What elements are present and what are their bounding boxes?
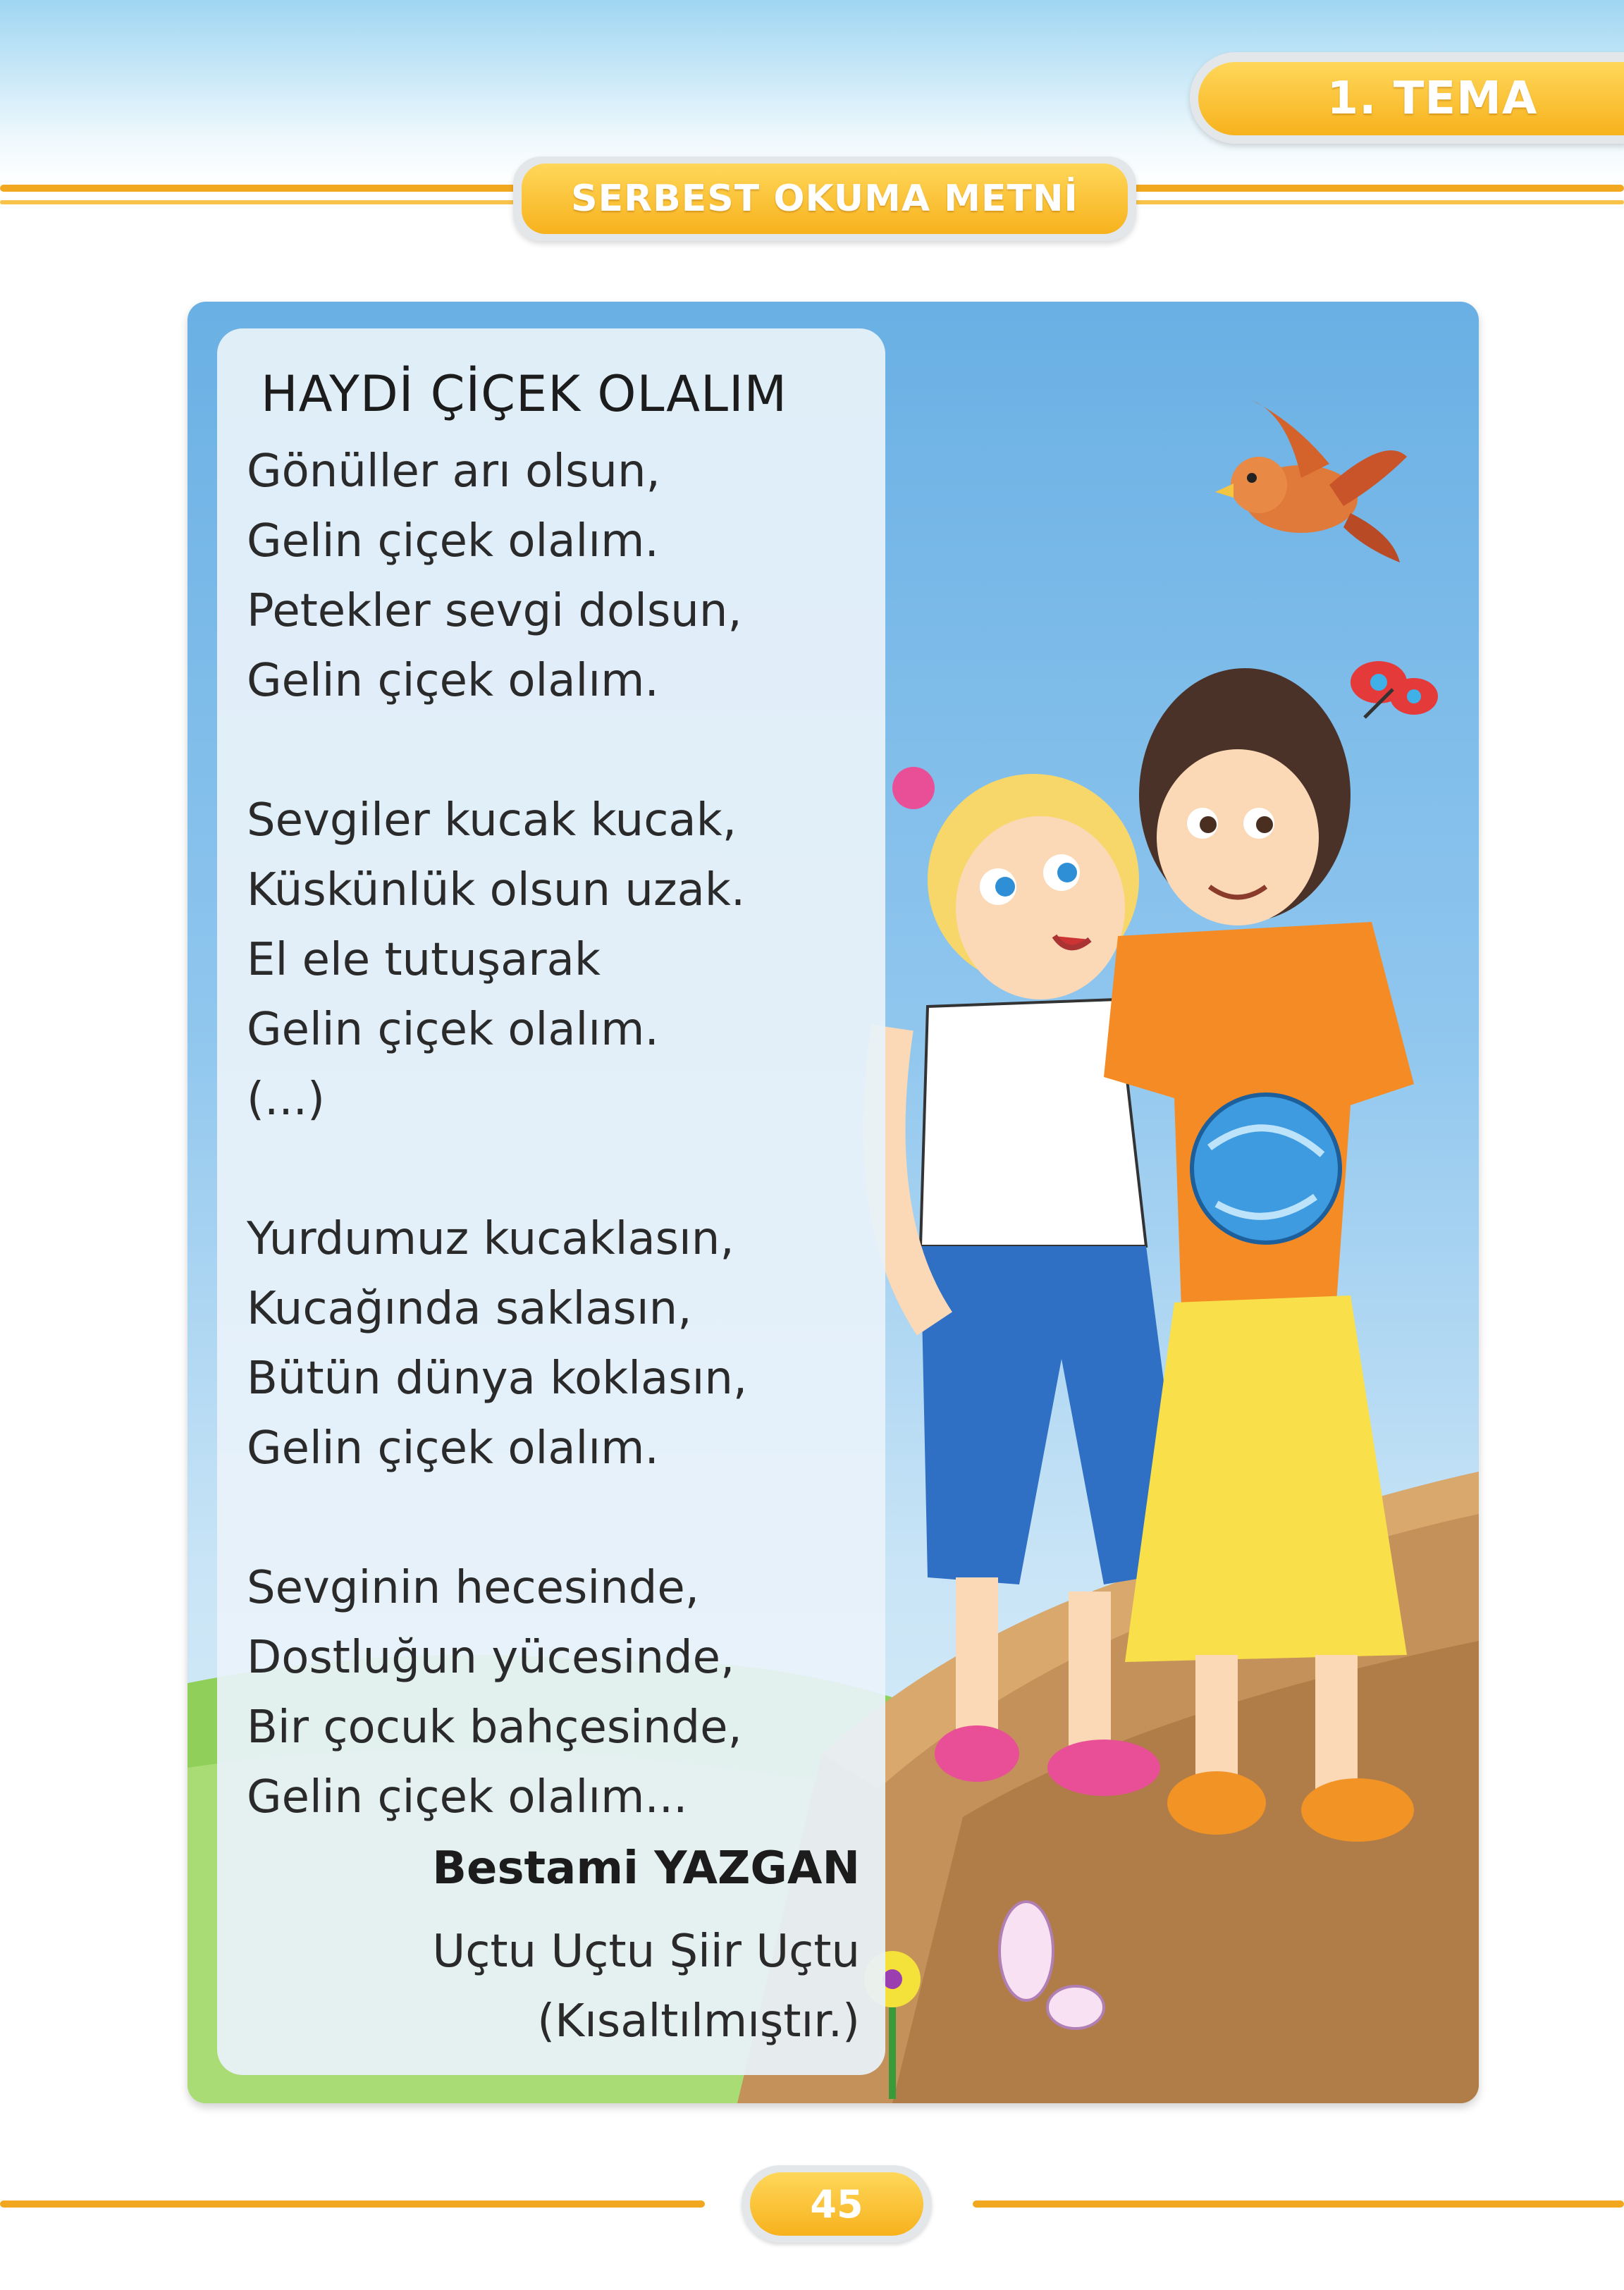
poem-title: HAYDİ ÇİÇEK OLALIM <box>261 365 788 423</box>
poem-line: Gelin çiçek olalım... <box>247 1771 688 1823</box>
poem-line: Gelin çiçek olalım. <box>247 655 659 707</box>
theme-label: 1. TEMA <box>1327 73 1538 125</box>
theme-badge <box>1198 62 1624 135</box>
page-number: 45 <box>750 2172 923 2236</box>
poem-line: Gelin çiçek olalım. <box>247 515 659 567</box>
poem-line: Gelin çiçek olalım. <box>247 1422 659 1475</box>
header-rule-right <box>1128 185 1624 192</box>
poem-line: Kucağında saklasın, <box>247 1283 692 1335</box>
butterfly-icon <box>1351 661 1438 718</box>
header-rule-left <box>0 185 522 192</box>
poem-line: Bir çocuk bahçesinde, <box>247 1701 742 1754</box>
poem-line: Sevgiler kucak kucak, <box>247 794 737 847</box>
poem-author: Bestami YAZGAN <box>432 1842 860 1895</box>
poem-line: Petekler sevgi dolsun, <box>247 585 742 637</box>
stanza-break <box>247 1135 867 1205</box>
footer-rule-right <box>973 2200 1624 2208</box>
header-rule-right-thin <box>1128 200 1624 204</box>
source-title: Uçtu Uçtu Şiir Uçtu <box>432 1926 860 1978</box>
poem-line: Dostluğun yücesinde, <box>247 1632 735 1684</box>
poem-source <box>432 1917 860 2057</box>
source-note: (Kısaltılmıştır.) <box>537 1995 860 2048</box>
poem-line: Gelin çiçek olalım. <box>247 1004 659 1056</box>
poem-line: Yurdumuz kucaklasın, <box>247 1213 734 1265</box>
header-rule-left-thin <box>0 200 522 204</box>
footer-rule-left <box>0 2200 705 2208</box>
poem-line: El ele tutuşarak <box>247 934 601 986</box>
section-label: SERBEST OKUMA METNİ <box>571 178 1078 220</box>
poem-line: Sevginin hecesinde, <box>247 1562 700 1614</box>
section-badge <box>522 164 1128 234</box>
poem-line: Gönüller arı olsun, <box>247 445 660 498</box>
poem-line: (...) <box>247 1073 325 1126</box>
stanza-break <box>247 716 867 786</box>
poem-line: Küskünlük olsun uzak. <box>247 864 746 916</box>
poem-body <box>247 437 867 1833</box>
ball-icon <box>1192 1095 1340 1243</box>
bird-icon <box>1215 400 1407 562</box>
stanza-break <box>247 1484 867 1553</box>
poem-line: Bütün dünya koklasın, <box>247 1353 748 1405</box>
